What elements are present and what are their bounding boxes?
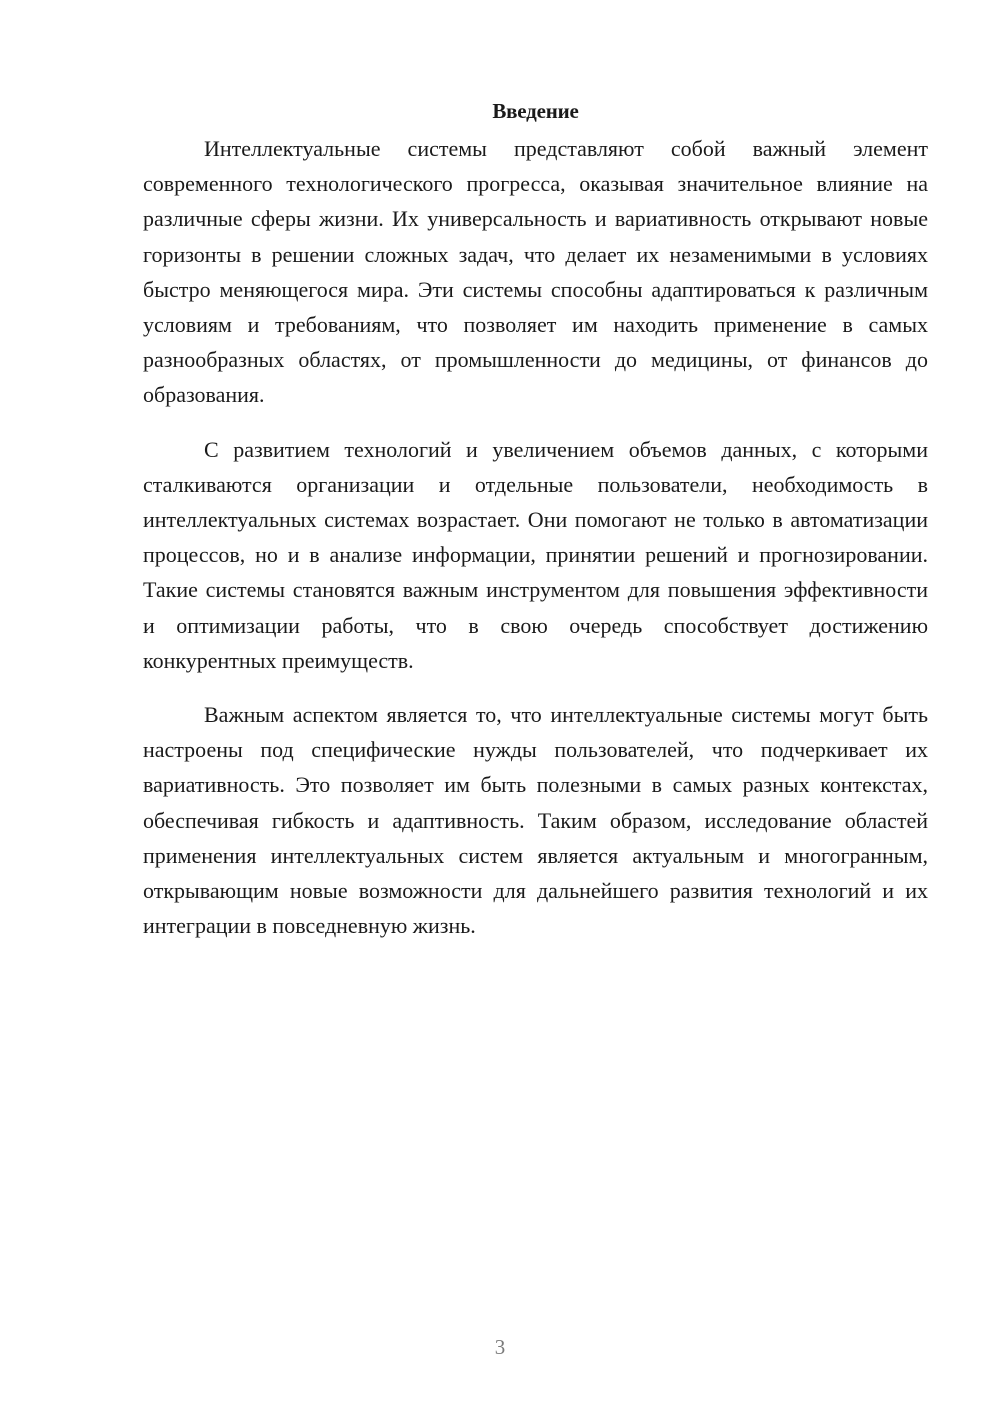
paragraph-2: С развитием технологий и увеличением объемов данных, с которыми сталкиваются организации и отдельные пользователи, необходимость в интеллектуальных системах возрастает. Они помогают не только в автоматизации процессов, но и в анализе информации, принятии решений и прогнозировании. Такие системы становятся важным инструментом для повышения эффективности и оптимизации работы, что в свою очередь способствует достижению конкурентных преимуществ.	[143, 436, 928, 673]
paragraph-3: Важным аспектом является то, что интеллектуальные системы могут быть настроены под специфические нужды пользователей, что подчеркивает их вариативность. Это позволяет им быть полезными в самых разных контекстах, обеспечивая гибкость и адаптивность. Таким образом, исследование областей применения интеллектуальных систем является актуальным и многогранным, открывающим новые возможности для дальнейшего развития технологий и их интеграции в повседневную жизнь.	[143, 702, 928, 939]
paragraph-1: Интеллектуальные системы представляют собой важный элемент современного технологического прогресса, оказывая значительное влияние на различные сферы жизни. Их универсальность и вариативность открывают новые горизонты в решении сложных задач, что делает их незаменимыми в условиях быстро меняющегося мира. Эти системы способны адаптироваться к различным условиям и требованиям, что позволяет им находить применение в самых разнообразных областях, от промышленности до медицины, от финансов до образования.	[143, 136, 928, 408]
page-content	[143, 96, 928, 962]
page-number: 3	[494, 1335, 506, 1359]
section-title: Введение	[492, 99, 579, 123]
